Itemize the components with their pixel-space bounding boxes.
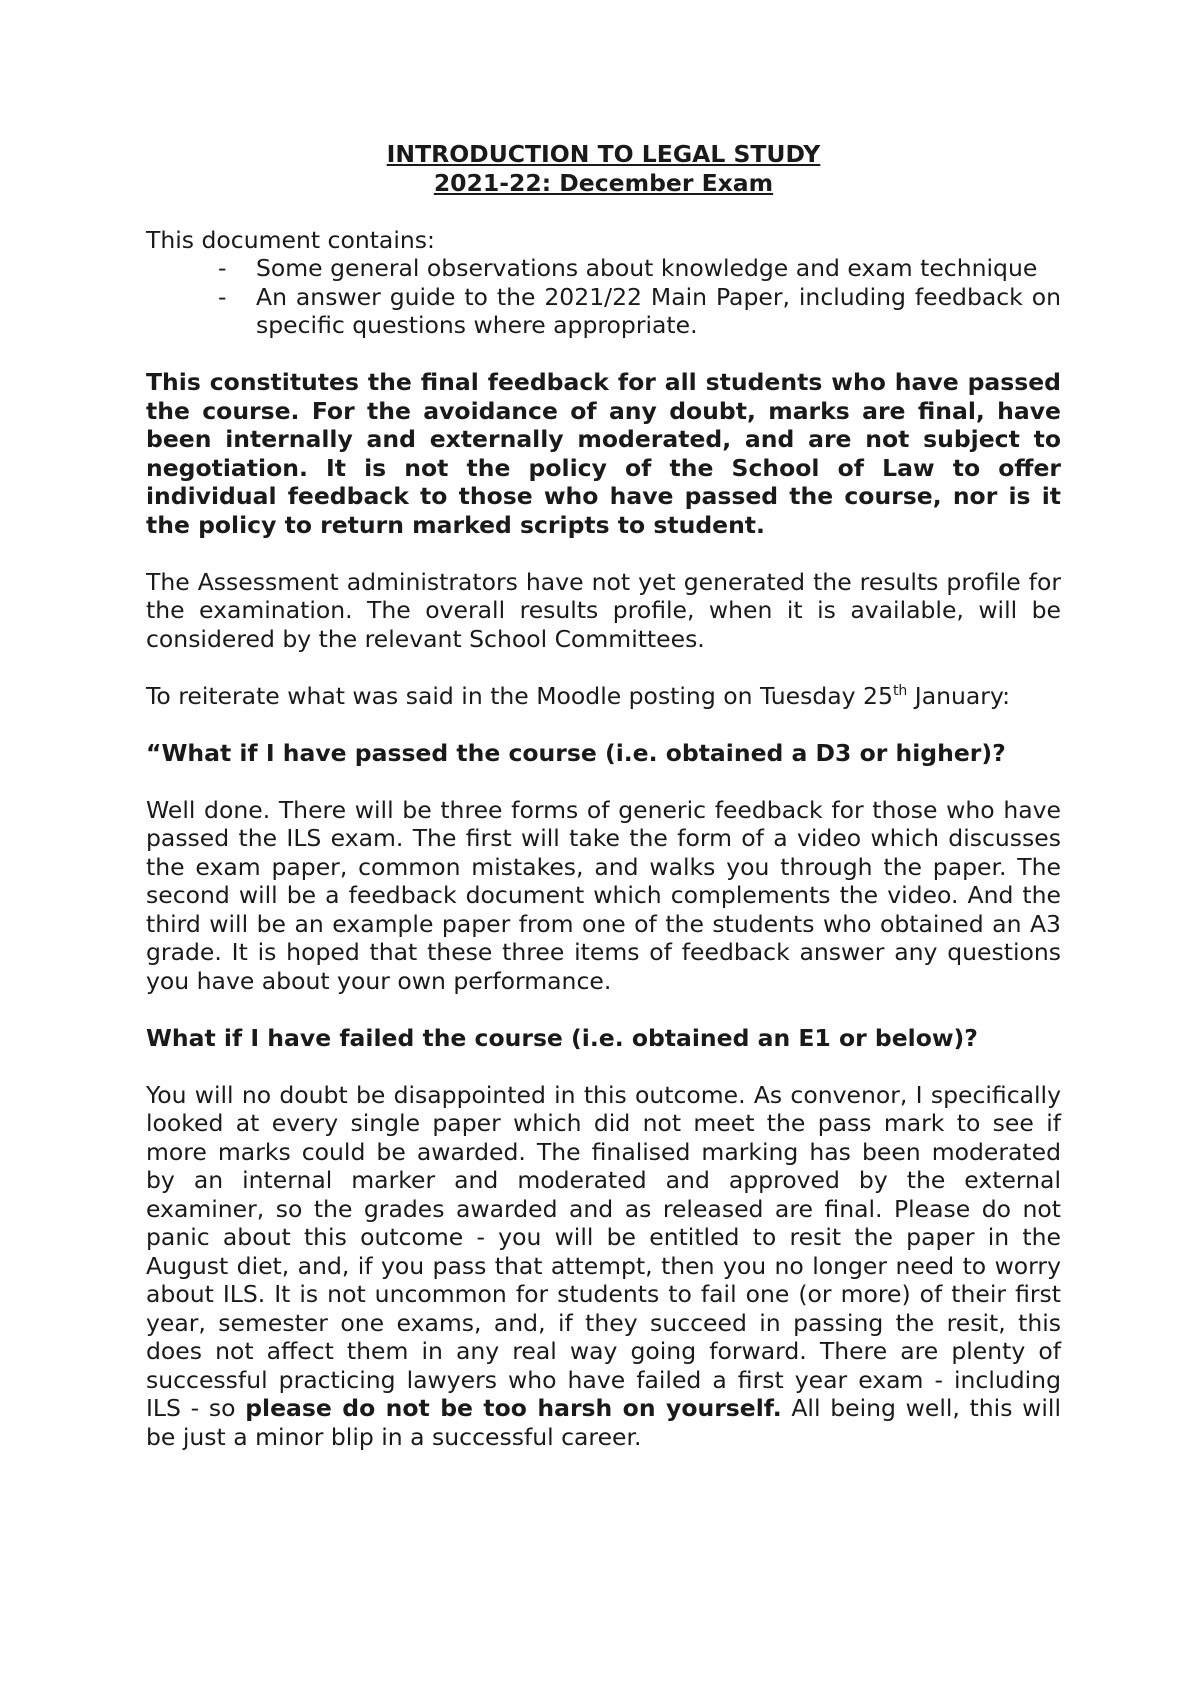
failed-heading-text: What if I have failed the course (i.e. obtained an E1 or below)? bbox=[146, 1023, 978, 1052]
reiterate-paragraph bbox=[146, 682, 1061, 711]
ordinal-suffix: th bbox=[892, 682, 908, 699]
assessment-paragraph: The Assessment administrators have not yet generated the results profile for the examination. The overall results profile, when it is available, will be considered by the relevant School Committees. bbox=[146, 567, 1061, 653]
failed-heading bbox=[146, 1024, 1061, 1053]
passed-heading bbox=[146, 739, 1061, 768]
list-item bbox=[146, 283, 1061, 340]
failed-emphasis: please do not be too harsh on yourself. bbox=[245, 1394, 782, 1422]
passed-heading-text: “What if I have passed the course (i.e. obtained a D3 or higher)? bbox=[146, 738, 1006, 767]
failed-paragraph bbox=[146, 1081, 1061, 1452]
list-item-text: Some general observations about knowledge and exam technique bbox=[256, 254, 1038, 282]
title-line-1: INTRODUCTION TO LEGAL STUDY bbox=[386, 140, 821, 168]
failed-text-end: All being well, this will be just a minor blip in a successful career. bbox=[146, 1394, 1061, 1451]
document-page bbox=[146, 140, 1061, 1451]
list-item-text: An answer guide to the 2021/22 Main Paper, including feedback on specific questions where appropriate. bbox=[256, 282, 1061, 339]
dash-marker: - bbox=[218, 282, 227, 311]
list-item bbox=[146, 254, 1061, 283]
dash-marker: - bbox=[218, 254, 227, 282]
intro-text: This document contains: bbox=[146, 225, 435, 254]
failed-text: You will no doubt be disappointed in this outcome. As convenor, I specifically looked at every single paper which did not meet the pass mark to see if more marks could be awarded. The finalised marking has been moderated by an internal marker and moderated and approved by the external examiner, so the grades awarded and as released are final. Please do not panic about this outcome - you will be entitled to resit the paper in the August diet, and, if you pass that attempt, then you no longer need to worry about ILS. It is not uncommon for students to fail one (or more) of their first year, semester one exams, and, if they succeed in passing the resit, this does not affect them in any real way going forward. There are plenty of successful practicing lawyers who have failed a first year exam - including ILS - so bbox=[146, 1080, 1061, 1422]
passed-paragraph: Well done. There will be three forms of generic feedback for those who have passed the ILS exam. The first will take the form of a video which discusses the exam paper, common mistakes, and walks you through the paper. The second will be a feedback document which complements the video. And the third will be an example paper from one of the students who obtained an A3 grade. It is hoped that these three items of feedback answer any questions you have about your own performance. bbox=[146, 795, 1061, 995]
final-feedback-text: This constitutes the final feedback for all students who have passed the course. For the avoidance of any doubt, marks are final, have been internally and externally moderated, and are not subject to negotiation. It is not the policy of the School of Law to offer individual feedback to those who have passed the course, nor is it the policy to return marked scripts to student. bbox=[146, 368, 1061, 539]
reiterate-text-end: January: bbox=[907, 681, 1011, 710]
reiterate-text: To reiterate what was said in the Moodle posting on Tuesday 25 bbox=[146, 681, 893, 710]
contents-list bbox=[146, 254, 1061, 340]
title-line-2: 2021-22: December Exam bbox=[433, 168, 774, 197]
document-title bbox=[146, 140, 1061, 197]
final-feedback-notice bbox=[146, 368, 1061, 539]
